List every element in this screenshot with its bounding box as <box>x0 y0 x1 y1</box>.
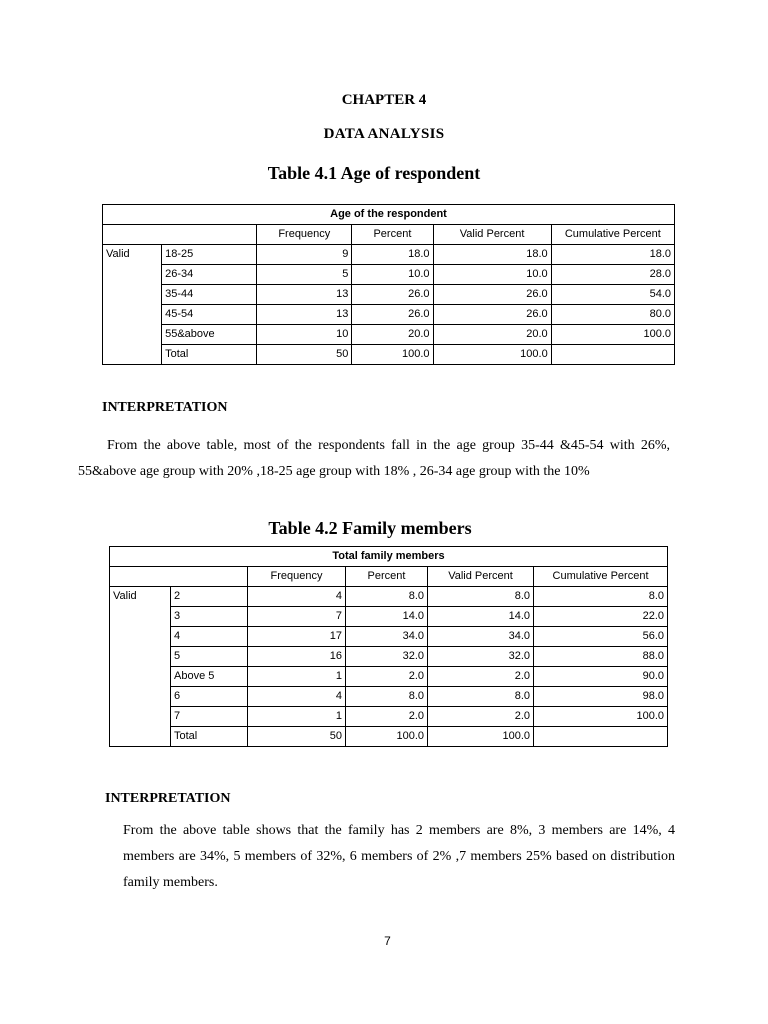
cell-valid-percent: 32.0 <box>428 647 534 667</box>
column-header: Percent <box>346 567 428 587</box>
cell-valid-percent: 8.0 <box>428 587 534 607</box>
row-group-label: Valid <box>110 587 171 747</box>
column-header: Frequency <box>248 567 346 587</box>
cell-valid-percent: 14.0 <box>428 607 534 627</box>
cell-frequency: 10 <box>257 325 352 345</box>
table-row <box>103 305 675 325</box>
column-header: Cumulative Percent <box>551 225 674 245</box>
cell-valid-percent: 34.0 <box>428 627 534 647</box>
table1-caption: Table 4.1 Age of respondent <box>267 163 481 183</box>
column-header: Frequency <box>257 225 352 245</box>
row-label: 55&above <box>162 325 257 345</box>
row-label: 26-34 <box>162 265 257 285</box>
cell-cumulative: 22.0 <box>534 607 668 627</box>
age-table <box>102 204 675 365</box>
cell-percent: 100.0 <box>346 727 428 747</box>
table-title: Age of the respondent <box>103 205 675 225</box>
cell-valid-percent: 20.0 <box>433 325 551 345</box>
cell-frequency: 1 <box>248 667 346 687</box>
row-label: Total <box>171 727 248 747</box>
table-row <box>110 587 668 607</box>
cell-valid-percent: 26.0 <box>433 285 551 305</box>
cell-frequency: 4 <box>248 687 346 707</box>
cell-frequency: 1 <box>248 707 346 727</box>
cell-percent: 100.0 <box>352 345 433 365</box>
cell-cumulative: 54.0 <box>551 285 674 305</box>
family-members-table <box>109 546 668 747</box>
cell-frequency: 50 <box>248 727 346 747</box>
cell-cumulative: 88.0 <box>534 647 668 667</box>
cell-frequency: 13 <box>257 285 352 305</box>
row-label: 35-44 <box>162 285 257 305</box>
cell-frequency: 4 <box>248 587 346 607</box>
cell-frequency: 50 <box>257 345 352 365</box>
interpretation-heading: INTERPRETATION <box>105 791 231 806</box>
cell-frequency: 5 <box>257 265 352 285</box>
cell-cumulative: 56.0 <box>534 627 668 647</box>
row-group-label: Valid <box>103 245 162 365</box>
column-header: Valid Percent <box>433 225 551 245</box>
cell-valid-percent: 8.0 <box>428 687 534 707</box>
cell-valid-percent: 26.0 <box>433 305 551 325</box>
table-row <box>110 647 668 667</box>
cell-frequency: 13 <box>257 305 352 325</box>
cell-cumulative: 28.0 <box>551 265 674 285</box>
table-row <box>103 245 675 265</box>
cell-percent: 34.0 <box>346 627 428 647</box>
table-row <box>103 265 675 285</box>
header-blank <box>103 225 257 245</box>
row-label: 18-25 <box>162 245 257 265</box>
row-label: 3 <box>171 607 248 627</box>
page-number: 7 <box>384 934 391 948</box>
cell-cumulative: 100.0 <box>534 707 668 727</box>
table-row <box>110 687 668 707</box>
interpretation-paragraph: From the above table shows that the family has 2 members are 8%, 3 members are 14%, 4 members are 34%, 5 members of 32%, 6 members of 2% ,7 members 25% based on distribution family members. <box>123 823 675 890</box>
table-row <box>110 707 668 727</box>
cell-cumulative: 90.0 <box>534 667 668 687</box>
row-label: Above 5 <box>171 667 248 687</box>
row-label: 6 <box>171 687 248 707</box>
table-row <box>103 285 675 305</box>
header-blank <box>110 567 248 587</box>
column-header: Valid Percent <box>428 567 534 587</box>
row-label: 4 <box>171 627 248 647</box>
row-label: 45-54 <box>162 305 257 325</box>
cell-cumulative <box>534 727 668 747</box>
table-row <box>110 727 668 747</box>
cell-cumulative: 18.0 <box>551 245 674 265</box>
cell-cumulative: 100.0 <box>551 325 674 345</box>
cell-percent: 20.0 <box>352 325 433 345</box>
table-row <box>110 667 668 687</box>
table2-caption: Table 4.2 Family members <box>268 518 472 538</box>
cell-cumulative: 8.0 <box>534 587 668 607</box>
cell-valid-percent: 18.0 <box>433 245 551 265</box>
section-heading: DATA ANALYSIS <box>323 126 445 142</box>
cell-frequency: 9 <box>257 245 352 265</box>
row-label: Total <box>162 345 257 365</box>
cell-valid-percent: 100.0 <box>433 345 551 365</box>
cell-cumulative: 80.0 <box>551 305 674 325</box>
cell-frequency: 17 <box>248 627 346 647</box>
cell-cumulative <box>551 345 674 365</box>
cell-percent: 10.0 <box>352 265 433 285</box>
cell-valid-percent: 10.0 <box>433 265 551 285</box>
cell-percent: 18.0 <box>352 245 433 265</box>
table-row <box>103 345 675 365</box>
cell-percent: 26.0 <box>352 285 433 305</box>
cell-percent: 2.0 <box>346 667 428 687</box>
column-header: Percent <box>352 225 433 245</box>
table-row <box>103 325 675 345</box>
cell-frequency: 16 <box>248 647 346 667</box>
row-label: 5 <box>171 647 248 667</box>
chapter-heading: CHAPTER 4 <box>341 92 427 108</box>
table-title: Total family members <box>110 547 668 567</box>
cell-valid-percent: 2.0 <box>428 707 534 727</box>
table-row <box>110 607 668 627</box>
cell-valid-percent: 2.0 <box>428 667 534 687</box>
interpretation-paragraph: From the above table, most of the respondents fall in the age group 35-44 &45-54 with 26%, 55&above age group with 20% ,18-25 age group with 18% , 26-34 age group with the 10% <box>78 438 670 479</box>
interpretation-heading: INTERPRETATION <box>102 400 228 415</box>
cell-percent: 32.0 <box>346 647 428 667</box>
cell-percent: 26.0 <box>352 305 433 325</box>
cell-frequency: 7 <box>248 607 346 627</box>
cell-percent: 2.0 <box>346 707 428 727</box>
row-label: 2 <box>171 587 248 607</box>
column-header: Cumulative Percent <box>534 567 668 587</box>
cell-percent: 14.0 <box>346 607 428 627</box>
row-label: 7 <box>171 707 248 727</box>
cell-valid-percent: 100.0 <box>428 727 534 747</box>
cell-percent: 8.0 <box>346 687 428 707</box>
table-row <box>110 627 668 647</box>
cell-percent: 8.0 <box>346 587 428 607</box>
cell-cumulative: 98.0 <box>534 687 668 707</box>
